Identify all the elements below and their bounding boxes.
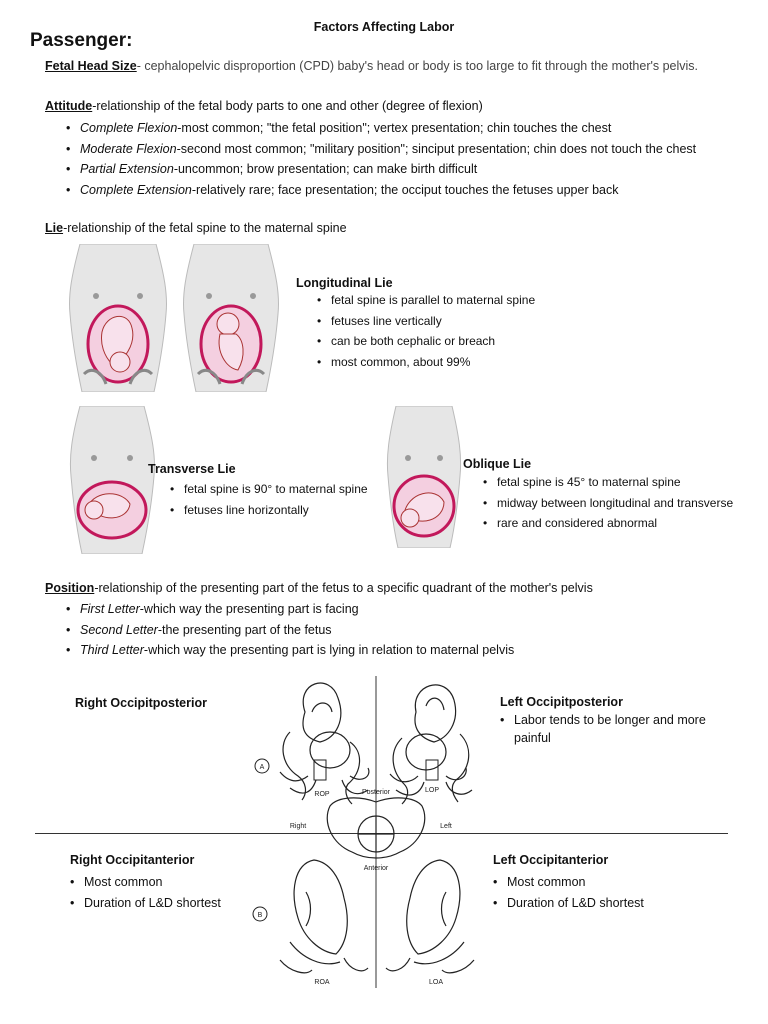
loa-title: Left Occipitanterior (493, 853, 609, 867)
fetal-head-size-line (45, 59, 698, 73)
fetal-head-size-text: - cephalopelvic disproportion (CPD) baby's head or body is too large to fit through the mother's pelvis. (136, 59, 699, 73)
lop-list (500, 711, 720, 747)
label-loa: LOA (428, 979, 444, 986)
loa-list (493, 872, 644, 913)
list-item: • fetal spine is 90° to maternal spine (170, 479, 368, 500)
list-item (66, 640, 514, 661)
list-item: • fetuses line horizontally (170, 500, 368, 521)
position-item-text: -the presenting part of the fetus (157, 622, 332, 637)
list-item (66, 180, 696, 201)
position-text: -relationship of the presenting part of the fetus to a specific quadrant of the mother's pelvis (94, 581, 593, 595)
list-item: • can be both cephalic or breach (317, 331, 535, 352)
attitude-item-text: -uncommon; brow presentation; can make birth difficult (173, 162, 478, 176)
longitudinal-lie-list (317, 290, 535, 372)
attitude-item-text: -second most common; "military position"; sinciput presentation; chin does not touch the chest (176, 141, 697, 156)
list-item: • Duration of L&D shortest (70, 893, 221, 914)
list-item: • Most common (493, 872, 644, 893)
list-item (66, 159, 696, 180)
roa-list (70, 872, 221, 913)
oblique-lie-title: Oblique Lie (463, 457, 532, 471)
longitudinal-lie-illustration-2 (176, 244, 286, 392)
attitude-term: Attitude (45, 99, 93, 113)
position-item-text: -which way the presenting part is facing (139, 602, 359, 616)
rop-fetus-figure (280, 683, 369, 804)
list-item: • most common, about 99% (317, 352, 535, 373)
position-item-text: -which way the presenting part is lying in relation to maternal pelvis (143, 643, 515, 657)
document-title: Factors Affecting Labor (313, 20, 455, 34)
position-item-term: First Letter (80, 602, 140, 616)
transverse-lie-illustration (66, 406, 158, 554)
list-item: • fetal spine is 45° to maternal spine (483, 472, 733, 493)
fetal-head-size-term: Fetal Head Size (45, 59, 137, 73)
label-a: A (259, 764, 265, 771)
label-left: Left (440, 823, 452, 830)
list-item: • Most common (70, 872, 221, 893)
transverse-lie-title: Transverse Lie (148, 462, 236, 476)
roa-fetus-figure (280, 860, 368, 973)
lie-term: Lie (45, 221, 64, 235)
position-item-term: Second Letter (80, 622, 158, 637)
section-heading: Passenger: (30, 30, 133, 51)
attitude-item-text: -relatively rare; face presentation; the occiput touches the fetuses upper back (191, 182, 619, 197)
lop-title: Left Occipitposterior (500, 695, 623, 709)
loa-fetus-figure (386, 860, 474, 973)
label-roa: ROA (314, 979, 330, 986)
attitude-item-term: Complete Extension (80, 182, 192, 197)
longitudinal-lie-illustration-1 (62, 244, 174, 392)
label-lop: LOP (424, 787, 440, 794)
attitude-list (66, 118, 696, 200)
lie-text: -relationship of the fetal spine to the maternal spine (63, 221, 347, 235)
list-item: • midway between longitudinal and transverse (483, 493, 733, 514)
list-item (66, 620, 514, 641)
label-b: B (257, 912, 263, 919)
position-term: Position (45, 581, 95, 595)
oblique-lie-illustration (384, 406, 464, 548)
label-anterior: Anterior (363, 865, 389, 872)
attitude-line (45, 99, 483, 113)
lie-line (45, 221, 347, 235)
list-item (66, 599, 514, 620)
attitude-item-term: Complete Flexion (80, 121, 178, 135)
list-item: • Duration of L&D shortest (493, 893, 644, 914)
transverse-lie-list (170, 479, 368, 520)
attitude-text: -relationship of the fetal body parts to one and other (degree of flexion) (92, 99, 483, 113)
oblique-lie-list (483, 472, 733, 534)
attitude-item-text: -most common; "the fetal position"; vertex presentation; chin touches the chest (177, 121, 612, 135)
attitude-item-term: Partial Extension (80, 162, 174, 176)
label-right: Right (289, 823, 307, 830)
occiput-position-diagram (250, 672, 505, 992)
rop-title: Right Occipitposterior (75, 696, 207, 710)
list-item: • fetal spine is parallel to maternal spine (317, 290, 535, 311)
position-list (66, 599, 514, 661)
list-item: • fetuses line vertically (317, 311, 535, 332)
attitude-item-term: Moderate Flexion (80, 141, 177, 156)
longitudinal-lie-title: Longitudinal Lie (296, 276, 393, 290)
list-item: • rare and considered abnormal (483, 513, 733, 534)
label-rop: ROP (314, 791, 330, 798)
list-item: • Labor tends to be longer and more painful (500, 711, 720, 747)
position-line (45, 581, 593, 595)
list-item (66, 139, 696, 160)
list-item (66, 118, 696, 139)
position-item-term: Third Letter (80, 643, 144, 657)
roa-title: Right Occipitanterior (70, 853, 195, 867)
label-posterior: Posterior (361, 789, 391, 796)
